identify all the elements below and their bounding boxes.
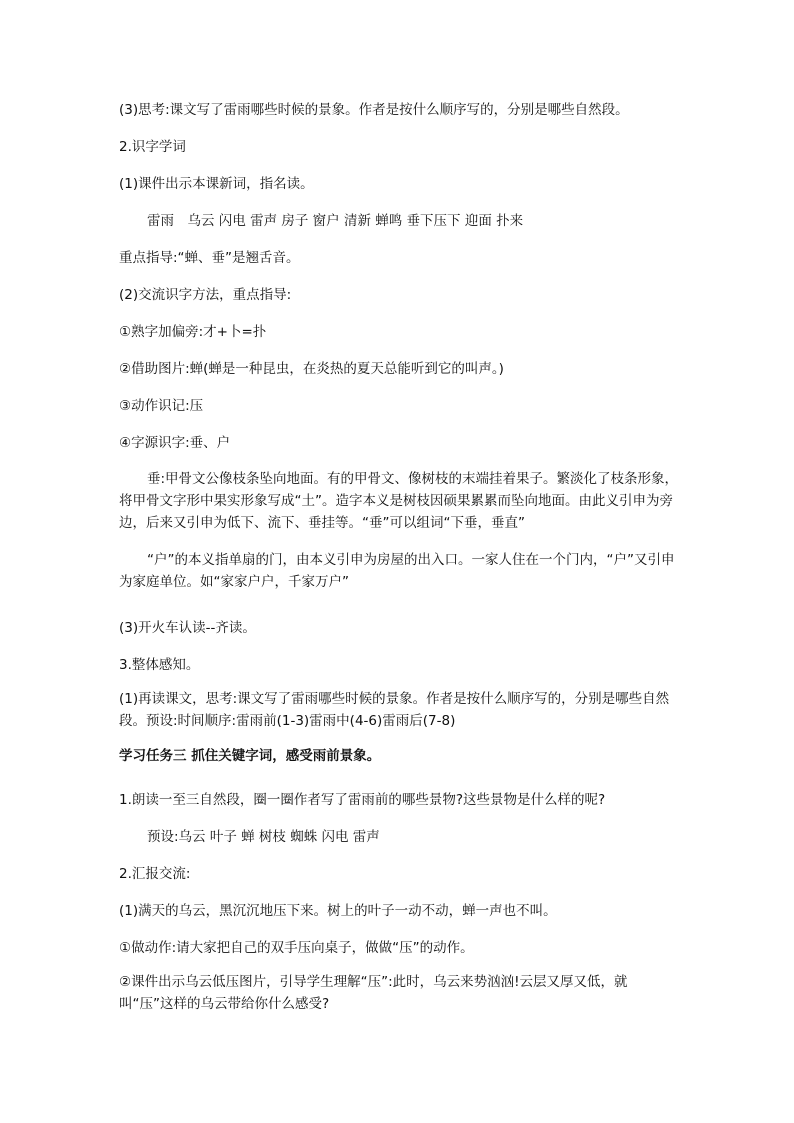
section-heading: 2.汇报交流: — [119, 866, 191, 882]
paragraph-chui: 垂:甲骨文公像枝条坠向地面。有的甲骨文、像树枝的末端挂着果子。繁淡化了枝条形象，将甲骨文字形中果实形象写成“土”。造字本义是树枝因硕果累累而坠向地面。由此义引申为旁边，后来又引申为低下、流下、垂挂等。“垂”可以组词“下垂，垂直” — [119, 471, 679, 531]
paragraph-perception: (1)再读课文，思考:课文写了雷雨哪些时候的景象。作者是按什么顺序写的，分别是哪些自然段。预设:时间顺序:雷雨前(1-3)雷雨中(4-6)雷雨后(7-8) — [119, 691, 670, 729]
section-heading: 3.整体感知。 — [119, 657, 200, 673]
paragraph-hu: “户”的本义指单扇的门，由本义引申为房屋的出入口。一家人住在一个门内，“户”又引申为家庭单位。如“家家户户，千家万户” — [119, 552, 675, 590]
text-line: (1)满天的乌云，黑沉沉地压下来。树上的叶子一动不动，蝉一声也不叫。 — [119, 903, 557, 919]
text-line: 预设:乌云 叶子 蝉 树枝 蜘蛛 闪电 雷声 — [147, 829, 380, 845]
vocabulary-list: 雷雨 乌云 闪电 雷声 房子 窗户 清新 蝉鸣 垂下压下 迎面 扑来 — [147, 213, 524, 229]
list-item: ②借助图片:蝉(蝉是一种昆虫，在炎热的夏天总能听到它的叫声。) — [119, 361, 504, 377]
text-line: (3)思考:课文写了雷雨哪些时候的景象。作者是按什么顺序写的，分别是哪些自然段。 — [119, 102, 629, 118]
text-line: 重点指导:“蝉、垂”是翘舌音。 — [119, 250, 300, 266]
text-line: 1.朗读一至三自然段，圈一圈作者写了雷雨前的哪些景物?这些景物是什么样的呢? — [119, 792, 606, 808]
task-heading: 学习任务三 抓住关键字词，感受雨前景象。 — [119, 748, 381, 764]
list-item: ④字源识字:垂、户 — [119, 435, 231, 451]
list-item: ①熟字加偏旁:才+卜=扑 — [119, 324, 267, 340]
text-line: (2)交流识字方法，重点指导: — [119, 287, 292, 303]
section-heading: 2.识字学词 — [119, 139, 186, 155]
text-line: (1)课件出示本课新词，指名读。 — [119, 176, 314, 192]
paragraph-press: ②课件出示乌云低压图片，引导学生理解“压”:此时，乌云来势汹汹!云层又厚又低，就叫“压”这样的乌云带给你什么感受? — [119, 974, 628, 1012]
list-item: ①做动作:请大家把自己的双手压向桌子，做做“压”的动作。 — [119, 940, 474, 956]
text-line: (3)开火车认读--齐读。 — [119, 620, 256, 636]
list-item: ③动作识记:压 — [119, 398, 204, 414]
